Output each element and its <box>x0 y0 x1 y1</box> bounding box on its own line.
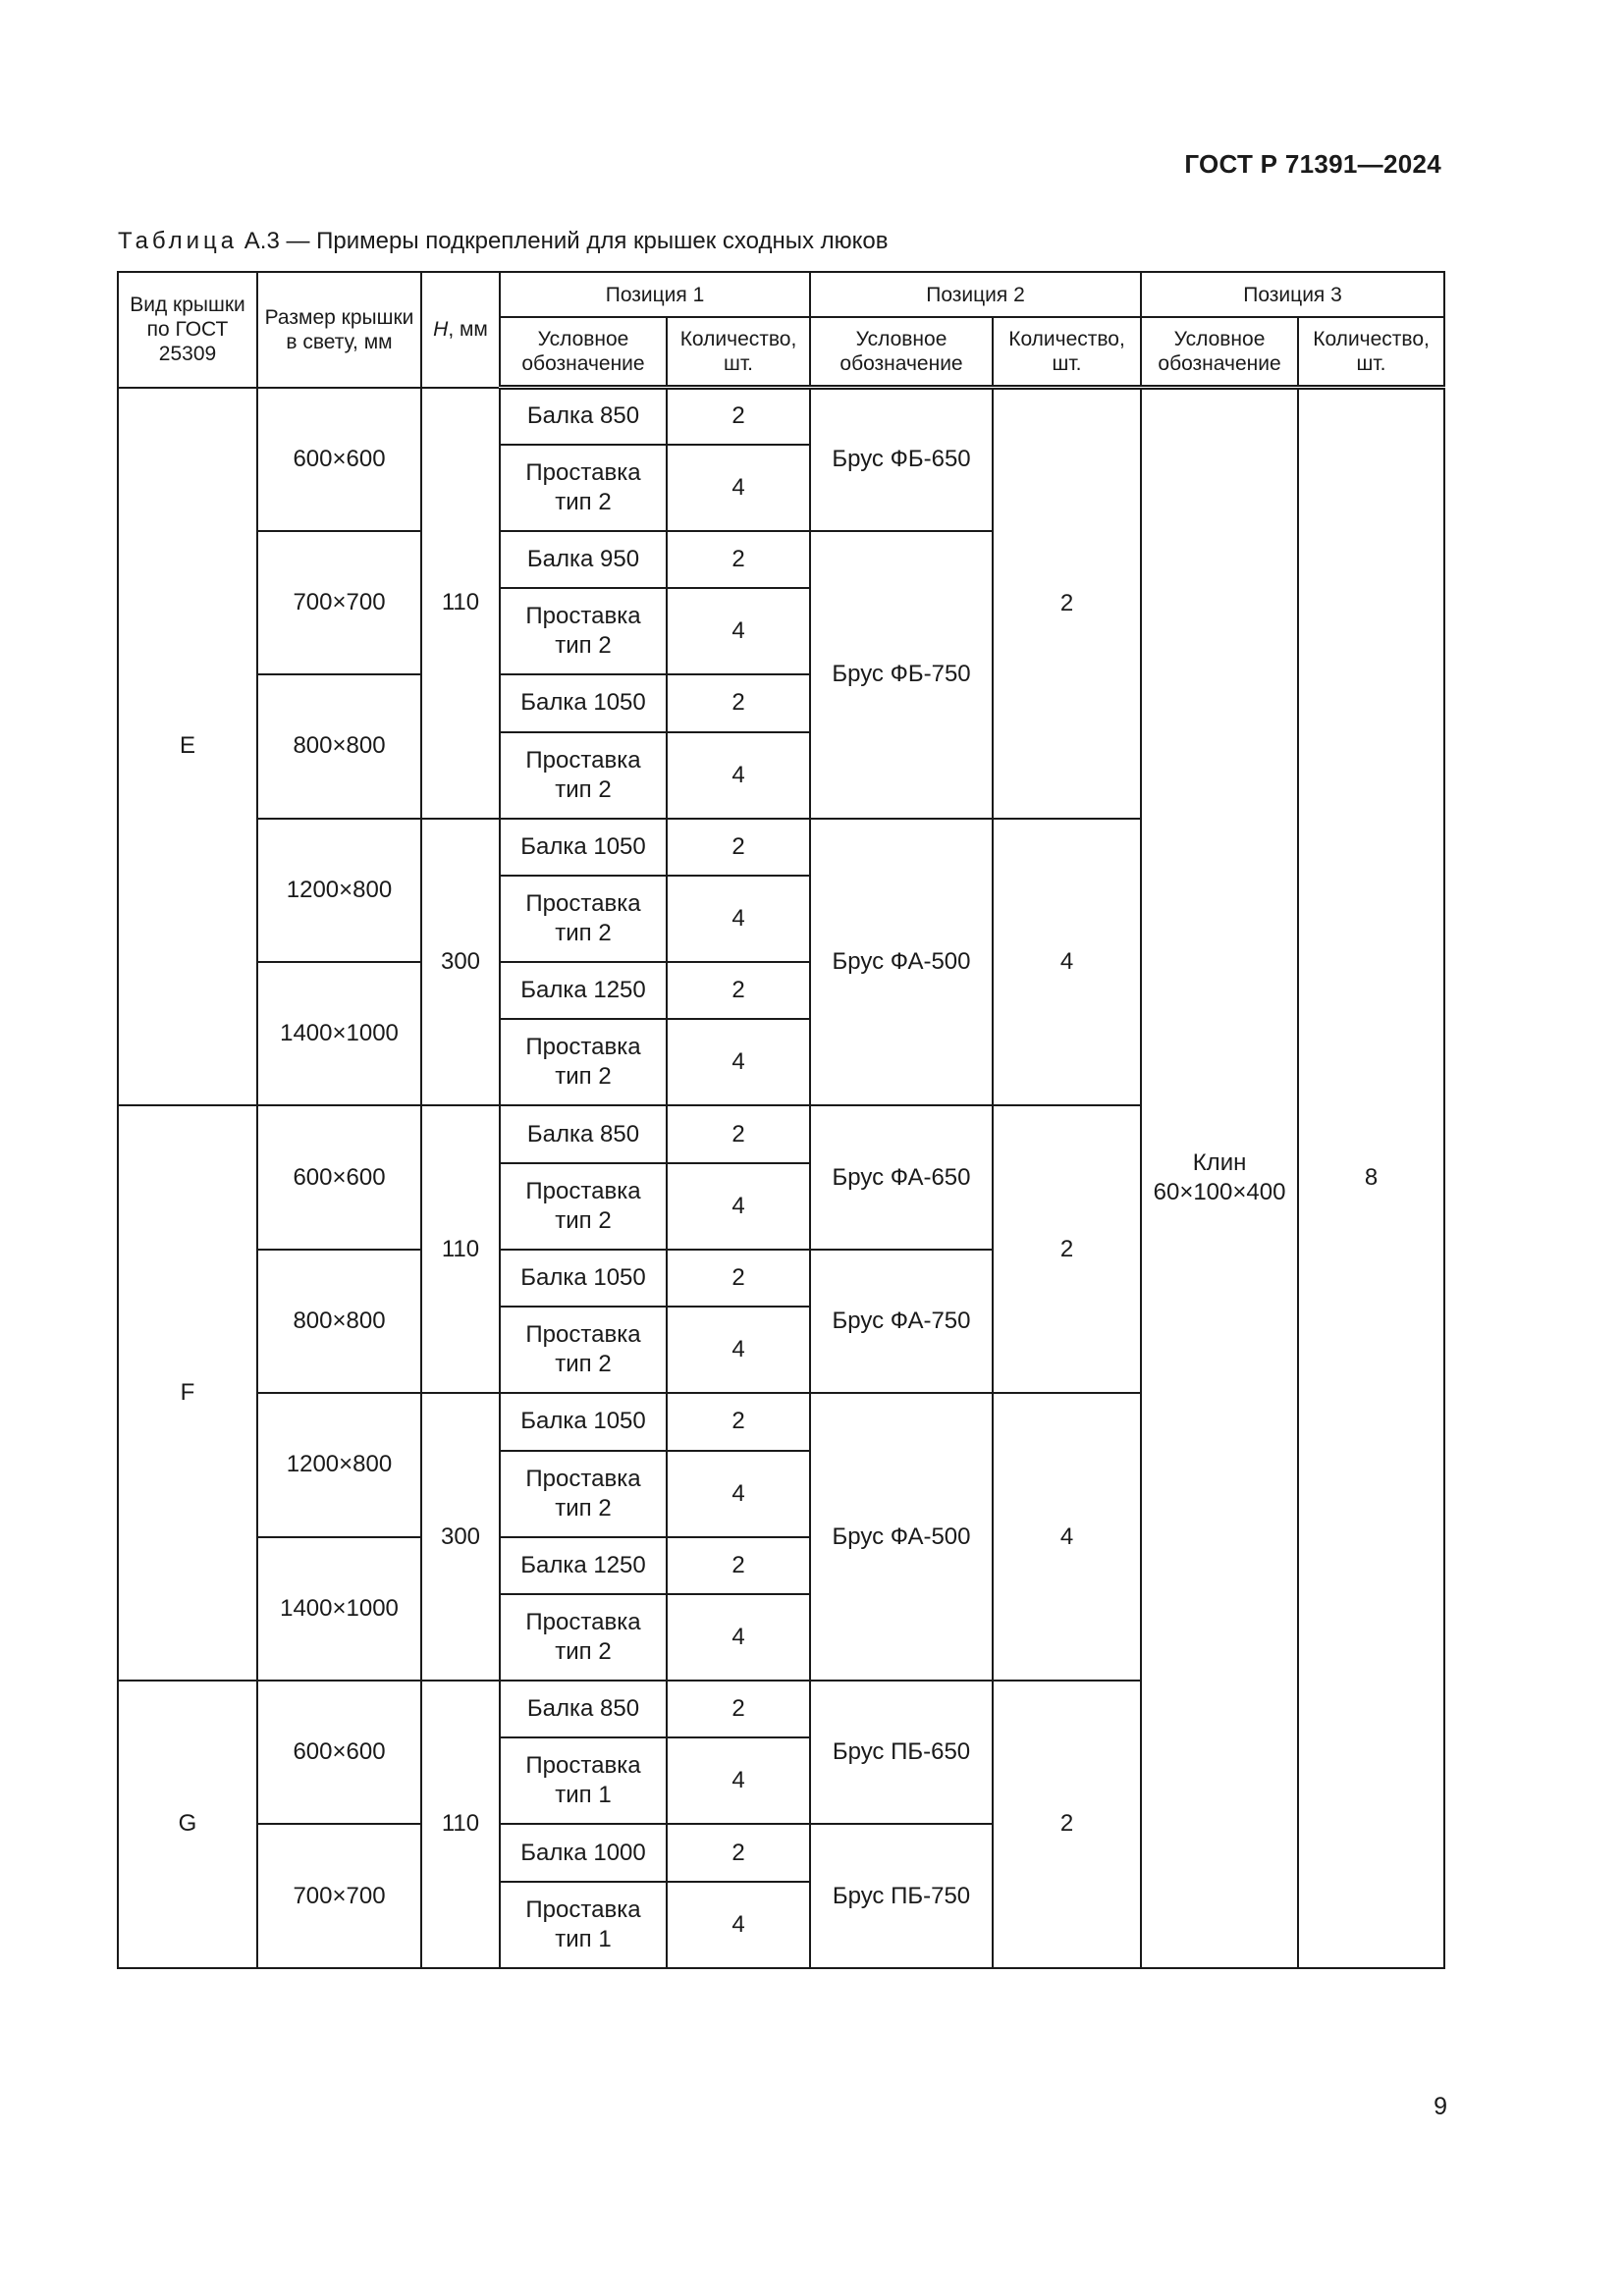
p1-designation-cell: Балка 950 <box>500 531 667 588</box>
p1-designation-cell: Проставка тип 2 <box>500 1594 667 1681</box>
p1-designation-cell: Проставка тип 2 <box>500 732 667 819</box>
p2-designation-cell: Брус ФА-500 <box>810 819 993 1106</box>
h-cell: 110 <box>421 1105 500 1393</box>
p2-designation-cell: Брус ФА-750 <box>810 1250 993 1393</box>
h-cell: 300 <box>421 819 500 1106</box>
header-p1-quantity: Количество, шт. <box>667 317 810 388</box>
p1-designation-cell: Балка 850 <box>500 1105 667 1162</box>
cover-type-cell: E <box>118 388 257 1106</box>
p1-designation-cell: Проставка тип 2 <box>500 876 667 962</box>
p1-quantity-cell: 4 <box>667 588 810 674</box>
p1-quantity-cell: 2 <box>667 388 810 445</box>
header-p3-quantity: Количество, шт. <box>1298 317 1444 388</box>
size-cell: 800×800 <box>257 674 421 818</box>
page-number: 9 <box>1434 2093 1447 2120</box>
caption-title: Примеры подкреплений для крышек сходных люков <box>316 228 889 254</box>
p2-quantity-cell: 2 <box>993 388 1141 819</box>
p1-quantity-cell: 2 <box>667 674 810 731</box>
header-position-3: Позиция 3 <box>1141 272 1444 317</box>
p2-quantity-cell: 2 <box>993 1105 1141 1393</box>
p1-designation-cell: Балка 1250 <box>500 962 667 1019</box>
p1-quantity-cell: 4 <box>667 1737 810 1824</box>
p1-quantity-cell: 2 <box>667 1824 810 1881</box>
header-cover-type: Вид крышки по ГОСТ 25309 <box>118 272 257 388</box>
size-cell: 1200×800 <box>257 1393 421 1536</box>
p3-quantity-cell: 8 <box>1298 388 1444 1968</box>
header-p2-designation: Условное обозначение <box>810 317 993 388</box>
cover-type-cell: F <box>118 1105 257 1681</box>
caption-dash: — <box>286 228 310 254</box>
p3-designation-cell: Клин 60×100×400 <box>1141 388 1298 1968</box>
p1-quantity-cell: 2 <box>667 531 810 588</box>
reinforcement-table <box>117 271 1445 1969</box>
size-cell: 600×600 <box>257 1105 421 1249</box>
p1-designation-cell: Балка 1250 <box>500 1537 667 1594</box>
size-cell: 600×600 <box>257 388 421 531</box>
p1-quantity-cell: 2 <box>667 819 810 876</box>
p1-quantity-cell: 2 <box>667 1393 810 1450</box>
p1-quantity-cell: 4 <box>667 1307 810 1393</box>
p1-quantity-cell: 4 <box>667 1594 810 1681</box>
header-clear-size: Размер крышки в свету, мм <box>257 272 421 388</box>
size-cell: 1200×800 <box>257 819 421 962</box>
p1-designation-cell: Балка 850 <box>500 388 667 445</box>
p1-designation-cell: Проставка тип 2 <box>500 588 667 674</box>
p1-designation-cell: Балка 1050 <box>500 674 667 731</box>
header-p1-designation: Условное обозначение <box>500 317 667 388</box>
p1-quantity-cell: 4 <box>667 1163 810 1250</box>
size-cell: 800×800 <box>257 1250 421 1393</box>
header-position-1: Позиция 1 <box>500 272 810 317</box>
header-position-2: Позиция 2 <box>810 272 1141 317</box>
p1-designation-cell: Балка 1050 <box>500 1393 667 1450</box>
size-cell: 1400×1000 <box>257 962 421 1105</box>
p1-quantity-cell: 2 <box>667 1681 810 1737</box>
standard-code: ГОСТ Р 71391—2024 <box>1184 149 1441 179</box>
h-cell: 110 <box>421 1681 500 1968</box>
p1-quantity-cell: 2 <box>667 1537 810 1594</box>
p1-designation-cell: Проставка тип 2 <box>500 1019 667 1105</box>
p1-designation-cell: Балка 1000 <box>500 1824 667 1881</box>
p1-designation-cell: Проставка тип 1 <box>500 1737 667 1824</box>
p1-quantity-cell: 4 <box>667 1451 810 1537</box>
p2-designation-cell: Брус ФА-650 <box>810 1105 993 1249</box>
p1-designation-cell: Проставка тип 2 <box>500 1451 667 1537</box>
header-p2-quantity: Количество, шт. <box>993 317 1141 388</box>
p1-quantity-cell: 4 <box>667 732 810 819</box>
p1-quantity-cell: 2 <box>667 1105 810 1162</box>
p1-quantity-cell: 4 <box>667 1019 810 1105</box>
p1-quantity-cell: 4 <box>667 876 810 962</box>
p1-designation-cell: Проставка тип 1 <box>500 1882 667 1968</box>
size-cell: 700×700 <box>257 531 421 674</box>
p1-quantity-cell: 4 <box>667 1882 810 1968</box>
p2-designation-cell: Брус ФА-500 <box>810 1393 993 1681</box>
p1-designation-cell: Проставка тип 2 <box>500 445 667 531</box>
size-cell: 1400×1000 <box>257 1537 421 1681</box>
p2-quantity-cell: 4 <box>993 819 1141 1106</box>
p1-designation-cell: Балка 850 <box>500 1681 667 1737</box>
h-cell: 110 <box>421 388 500 819</box>
p2-designation-cell: Брус ПБ-750 <box>810 1824 993 1967</box>
p1-designation-cell: Балка 1050 <box>500 819 667 876</box>
caption-label: Таблица <box>118 228 239 254</box>
header-p3-designation: Условное обозначение <box>1141 317 1298 388</box>
p2-designation-cell: Брус ФБ-750 <box>810 531 993 819</box>
p2-designation-cell: Брус ПБ-650 <box>810 1681 993 1824</box>
p1-designation-cell: Проставка тип 2 <box>500 1163 667 1250</box>
header-h: H, мм <box>421 272 500 388</box>
table-caption <box>118 228 889 255</box>
p1-quantity-cell: 2 <box>667 1250 810 1307</box>
size-cell: 700×700 <box>257 1824 421 1967</box>
p1-quantity-cell: 2 <box>667 962 810 1019</box>
caption-number: А.3 <box>244 228 280 254</box>
p1-designation-cell: Проставка тип 2 <box>500 1307 667 1393</box>
p1-quantity-cell: 4 <box>667 445 810 531</box>
p2-quantity-cell: 2 <box>993 1681 1141 1968</box>
p2-quantity-cell: 4 <box>993 1393 1141 1681</box>
p2-designation-cell: Брус ФБ-650 <box>810 388 993 531</box>
h-cell: 300 <box>421 1393 500 1681</box>
table-row <box>118 388 1444 445</box>
cover-type-cell: G <box>118 1681 257 1968</box>
size-cell: 600×600 <box>257 1681 421 1824</box>
p1-designation-cell: Балка 1050 <box>500 1250 667 1307</box>
